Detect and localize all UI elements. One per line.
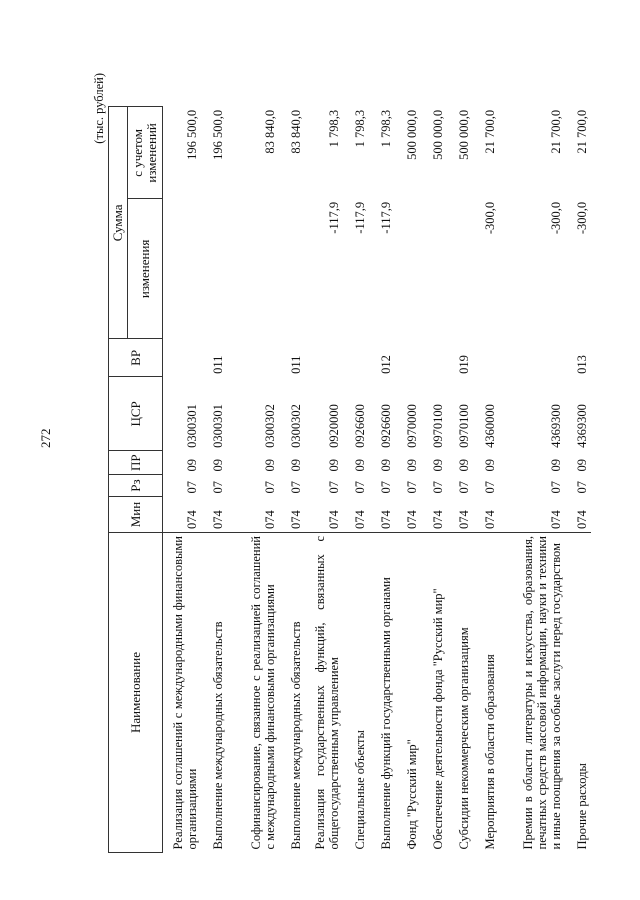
row-rz: 07 xyxy=(431,481,445,494)
row-pr: 09 xyxy=(211,459,225,472)
row-rz: 07 xyxy=(211,481,225,494)
row-total: 196 500,0 xyxy=(185,109,199,160)
row-name: Премии в области литературы и искусства, образования, печатных средств массовой информации, науки и техники и иные поощрения за особые заслуги перед государством xyxy=(521,536,563,850)
row-change xyxy=(163,199,202,339)
table-body xyxy=(163,107,592,853)
row-total: 500 000,0 xyxy=(457,109,471,160)
row-total: 83 840,0 xyxy=(263,109,277,154)
row-csr: 0920000 xyxy=(327,404,341,448)
header-name: Наименование xyxy=(109,533,163,853)
row-rz: 07 xyxy=(327,481,341,494)
row-change xyxy=(395,199,421,339)
row-csr: 0926600 xyxy=(353,404,367,448)
row-name: Выполнение международных обязательств xyxy=(289,621,303,850)
row-min: 074 xyxy=(499,497,565,533)
row-csr: 4369300 xyxy=(575,404,589,448)
row-total: 196 500,0 xyxy=(211,109,225,160)
table-row xyxy=(395,107,421,853)
row-pr: 09 xyxy=(185,459,199,472)
row-vr xyxy=(163,339,202,377)
row-min: 074 xyxy=(279,497,305,533)
row-min: 074 xyxy=(227,497,279,533)
row-vr xyxy=(305,339,343,377)
header-csr: ЦСР xyxy=(109,377,163,451)
table-row xyxy=(227,107,279,853)
row-name: Прочие расходы xyxy=(575,763,589,850)
row-name: Субсидии некоммерческим организациям xyxy=(457,627,471,850)
row-rz: 07 xyxy=(353,481,367,494)
table-row xyxy=(163,107,202,853)
row-vr: 013 xyxy=(575,355,589,374)
table-row xyxy=(279,107,305,853)
row-vr: 011 xyxy=(289,355,303,374)
budget-table xyxy=(108,106,591,853)
row-change xyxy=(279,199,305,339)
row-name: Мероприятия в области образования xyxy=(483,654,497,850)
row-vr xyxy=(499,339,565,377)
row-min: 074 xyxy=(343,497,369,533)
row-change: -117,9 xyxy=(379,201,393,234)
row-change: -117,9 xyxy=(327,201,341,234)
row-total: 500 000,0 xyxy=(405,109,419,160)
table-row xyxy=(473,107,499,853)
header-changes: изменения xyxy=(128,199,163,339)
table-row xyxy=(499,107,565,853)
row-rz: 07 xyxy=(405,481,419,494)
row-vr: 019 xyxy=(457,355,471,374)
row-pr: 09 xyxy=(353,459,367,472)
row-name: Выполнение международных обязательств xyxy=(211,621,225,850)
row-vr xyxy=(227,339,279,377)
row-total: 21 700,0 xyxy=(483,109,497,154)
row-vr: 012 xyxy=(379,355,393,374)
row-min: 074 xyxy=(369,497,395,533)
row-total: 21 700,0 xyxy=(549,109,563,154)
row-min: 074 xyxy=(565,497,591,533)
row-pr: 09 xyxy=(575,459,589,472)
row-vr xyxy=(473,339,499,377)
header-pr: ПР xyxy=(109,451,163,475)
units-label: (тыс. рублей) xyxy=(92,73,106,144)
row-pr: 09 xyxy=(483,459,497,472)
row-total: 21 700,0 xyxy=(575,109,589,154)
row-min: 074 xyxy=(395,497,421,533)
header-rz: Рз xyxy=(109,475,163,497)
row-name: Выполнение функций государственными органами xyxy=(379,577,393,850)
row-pr: 09 xyxy=(431,459,445,472)
row-csr: 0300301 xyxy=(185,404,199,448)
row-pr: 09 xyxy=(263,459,277,472)
row-rz: 07 xyxy=(185,481,199,494)
header-vr: ВР xyxy=(109,339,163,377)
row-name: Фонд "Русский мир" xyxy=(405,739,419,850)
row-pr: 09 xyxy=(405,459,419,472)
table-row xyxy=(201,107,227,853)
row-rz: 07 xyxy=(263,481,277,494)
row-total: 500 000,0 xyxy=(431,109,445,160)
row-change xyxy=(421,199,447,339)
row-name: Реализация государственных функций, связанных с общегосударственным управлением xyxy=(313,536,341,850)
table-row xyxy=(565,107,591,853)
table-row xyxy=(369,107,395,853)
table-row xyxy=(421,107,447,853)
header-row-1 xyxy=(109,107,128,853)
row-rz: 07 xyxy=(575,481,589,494)
row-name: Обеспечение деятельности фонда "Русский мир" xyxy=(431,588,445,850)
row-csr: 4369300 xyxy=(549,404,563,448)
row-csr: 0300301 xyxy=(211,404,225,448)
row-csr: 0970100 xyxy=(431,404,445,448)
row-total: 1 798,3 xyxy=(379,109,393,148)
rotated-document xyxy=(92,73,589,853)
row-vr: 011 xyxy=(211,355,225,374)
row-change: -117,9 xyxy=(353,201,367,234)
row-rz: 07 xyxy=(457,481,471,494)
row-csr: 0300302 xyxy=(263,404,277,448)
row-min: 074 xyxy=(473,497,499,533)
page-number: 272 xyxy=(38,428,53,448)
table-row xyxy=(305,107,343,853)
table-row xyxy=(343,107,369,853)
row-change xyxy=(447,199,473,339)
row-total: 1 798,3 xyxy=(353,109,367,148)
row-csr: 0970100 xyxy=(457,404,471,448)
row-change: -300,0 xyxy=(549,201,563,235)
row-change xyxy=(201,199,227,339)
row-name: Софинансирование, связанное с реализацией соглашений с международными финансовыми организациями xyxy=(249,536,277,850)
row-vr xyxy=(421,339,447,377)
row-rz: 07 xyxy=(483,481,497,494)
header-min: Мин xyxy=(109,497,163,533)
row-rz: 07 xyxy=(289,481,303,494)
row-csr: 0300302 xyxy=(289,404,303,448)
row-total: 83 840,0 xyxy=(289,109,303,154)
table-row xyxy=(447,107,473,853)
row-change xyxy=(227,199,279,339)
row-vr xyxy=(395,339,421,377)
row-pr: 09 xyxy=(289,459,303,472)
header-sum: Сумма xyxy=(109,107,128,339)
row-csr: 0970000 xyxy=(405,404,419,448)
row-change: -300,0 xyxy=(575,201,589,235)
row-min: 074 xyxy=(201,497,227,533)
row-pr: 09 xyxy=(379,459,393,472)
row-min: 074 xyxy=(163,497,202,533)
row-change: -300,0 xyxy=(483,201,497,235)
row-min: 074 xyxy=(447,497,473,533)
row-pr: 09 xyxy=(327,459,341,472)
row-rz: 07 xyxy=(549,481,563,494)
row-min: 074 xyxy=(421,497,447,533)
row-min: 074 xyxy=(305,497,343,533)
row-pr: 09 xyxy=(457,459,471,472)
row-vr xyxy=(343,339,369,377)
row-csr: 4360000 xyxy=(483,404,497,448)
header-with-changes: с учетом изменений xyxy=(128,107,163,199)
row-rz: 07 xyxy=(379,481,393,494)
row-total: 1 798,3 xyxy=(327,109,341,148)
row-name: Специальные объекты xyxy=(353,730,367,850)
row-name: Реализация соглашений с международными финансовыми организациями xyxy=(171,536,199,850)
row-pr: 09 xyxy=(549,459,563,472)
row-csr: 0926600 xyxy=(379,404,393,448)
